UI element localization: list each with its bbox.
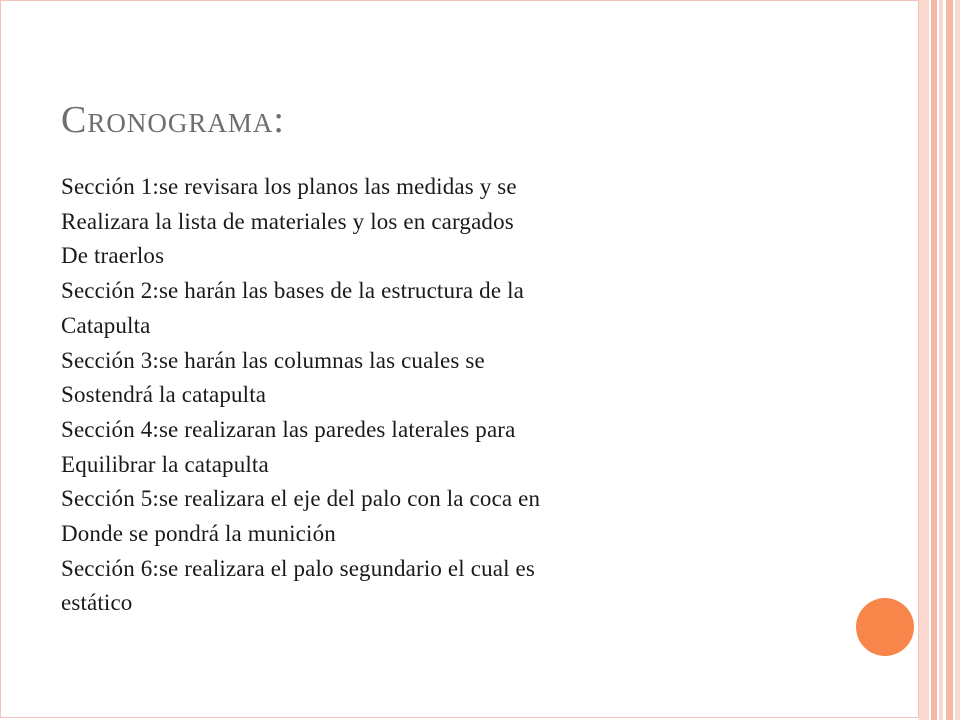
body-line: Sección 3:se harán las columnas las cuales se bbox=[61, 347, 485, 373]
stripe bbox=[931, 0, 937, 720]
body-line: Realizara la lista de materiales y los en cargados bbox=[61, 208, 514, 234]
stripe bbox=[946, 0, 953, 720]
slide-title: Cronograma: bbox=[61, 99, 285, 141]
slide-body bbox=[61, 170, 821, 621]
body-line: Sección 6:se realizara el palo segundario el cual es bbox=[61, 555, 535, 581]
body-line: Sección 5:se realizara el eje del palo con la coca en bbox=[61, 486, 541, 512]
body-line: Sostendrá la catapulta bbox=[61, 382, 267, 408]
body-line: Sección 4:se realizaran las paredes laterales para bbox=[61, 416, 516, 442]
body-line: estático bbox=[61, 590, 133, 616]
body-line: Catapulta bbox=[61, 312, 151, 338]
stripe bbox=[919, 0, 929, 720]
accent-circle bbox=[856, 598, 914, 656]
body-line: Donde se pondrá la munición bbox=[61, 521, 336, 547]
body-line: Equilibrar la catapulta bbox=[61, 451, 269, 477]
stripe bbox=[955, 0, 960, 720]
body-line: Sección 1:se revisara los planos las medidas y se bbox=[61, 174, 517, 199]
body-line: Sección 2:se harán las bases de la estructura de la bbox=[61, 278, 524, 304]
stripe bbox=[939, 0, 943, 720]
decorative-stripes bbox=[919, 0, 960, 720]
body-line: De traerlos bbox=[61, 243, 165, 269]
